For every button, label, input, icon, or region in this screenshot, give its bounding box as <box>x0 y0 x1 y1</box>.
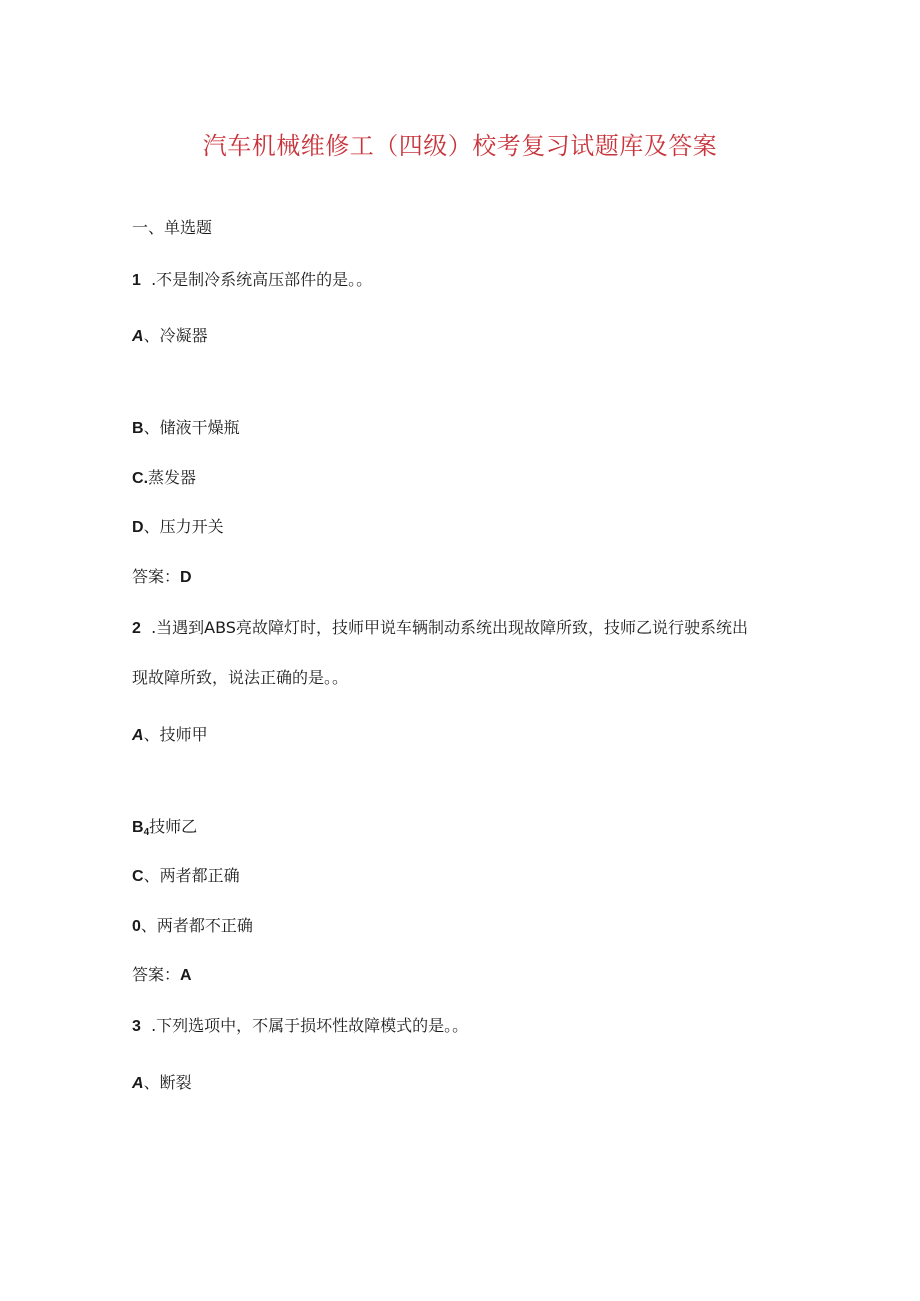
answer-value: D <box>180 569 192 586</box>
question-3-stem <box>132 1014 468 1039</box>
question-text: .当遇到ABS亮故障灯时，技师甲说车辆制动系统出现故障所致，技师乙说行驶系统出 <box>151 618 748 637</box>
option-text: 技师乙 <box>149 817 198 836</box>
option-d <box>132 914 253 939</box>
option-separator: 、 <box>143 326 160 345</box>
option-a <box>132 324 208 349</box>
question-number: 1 <box>132 272 141 289</box>
option-text: 储液干燥瓶 <box>159 418 240 437</box>
option-separator: 、 <box>143 725 160 744</box>
option-text: 冷凝器 <box>159 326 208 345</box>
section-heading: 一、单选题 <box>132 218 213 237</box>
option-d <box>132 515 224 540</box>
option-c <box>132 466 196 491</box>
option-separator: 、 <box>143 517 160 536</box>
option-letter: C <box>132 470 144 487</box>
question-number: 2 <box>132 620 141 637</box>
option-letter: C <box>132 868 144 885</box>
option-text: 断裂 <box>159 1073 192 1092</box>
option-letter: 0 <box>132 918 141 935</box>
option-separator: 、 <box>143 1073 160 1092</box>
document-title: 汽车机械维修工（四级）校考复习试题库及答案 <box>202 132 718 160</box>
option-text: 蒸发器 <box>148 468 197 487</box>
option-text: 两者都不正确 <box>156 916 253 935</box>
option-letter: B <box>132 420 144 437</box>
option-separator: 、 <box>140 916 157 935</box>
answer-line <box>132 963 192 988</box>
option-a <box>132 723 208 748</box>
option-letter: D <box>132 519 144 536</box>
option-separator: 、 <box>143 418 160 437</box>
option-c <box>132 864 240 889</box>
question-2-stem-continued: 现故障所致，说法正确的是。。 <box>132 668 349 687</box>
question-1-stem <box>132 268 372 293</box>
option-separator: 4 <box>143 827 150 838</box>
answer-label: 答案： <box>132 965 181 984</box>
answer-value: A <box>180 967 192 984</box>
option-letter: A <box>132 328 144 345</box>
answer-line <box>132 565 192 590</box>
option-text: 压力开关 <box>159 517 224 536</box>
option-letter: A <box>132 727 144 744</box>
option-b <box>132 416 240 441</box>
option-letter: A <box>132 1075 144 1092</box>
option-a <box>132 1071 192 1096</box>
question-text: .不是制冷系统高压部件的是。。 <box>151 270 373 289</box>
option-separator: . <box>143 470 149 487</box>
option-letter: B <box>132 819 144 836</box>
answer-label: 答案： <box>132 567 181 586</box>
question-2-stem <box>132 616 748 641</box>
question-text: .下列选项中，不属于损坏性故障模式的是。。 <box>151 1016 469 1035</box>
question-number: 3 <box>132 1018 141 1035</box>
option-text: 两者都正确 <box>159 866 240 885</box>
option-separator: 、 <box>143 866 160 885</box>
option-b <box>132 815 197 845</box>
option-text: 技师甲 <box>159 725 208 744</box>
